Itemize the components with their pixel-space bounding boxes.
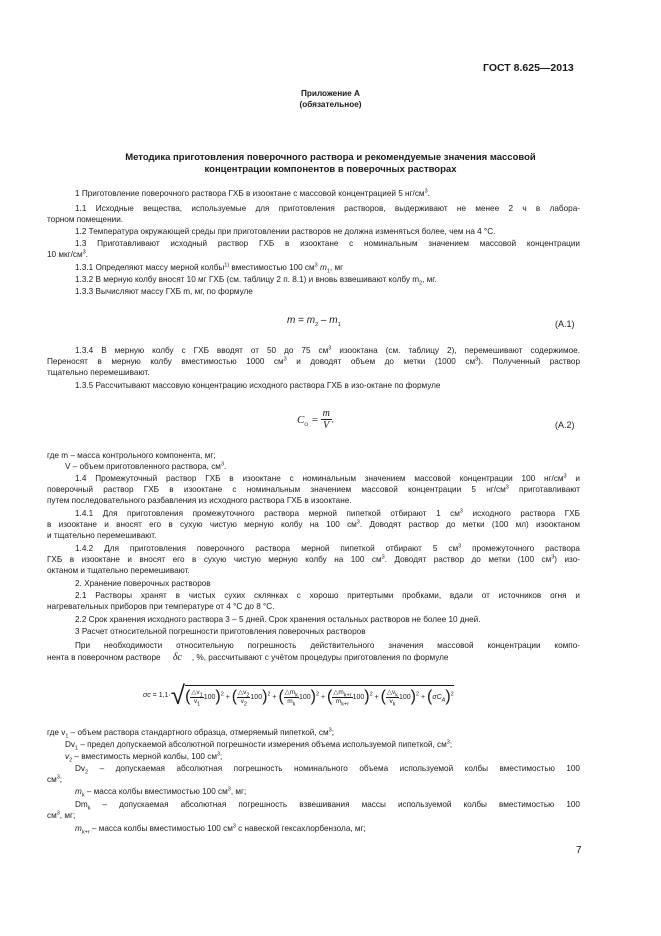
where-v: V – объем приготовленного раствора, $см^3$. bbox=[65, 461, 227, 471]
doc-title-line2: концентрации компонентов в поверочных растворах bbox=[204, 164, 457, 175]
para-1-3-1: 1.3.1 Определяют массу мерной колбы$^{1)}$ вместимостью 100 $см^3$ $m_1$, мг bbox=[75, 262, 344, 275]
para-1-4a: 1.4 Промежуточный раствор ГХБ в изооктане с номинальным значением массовой концентрации 100 $нг/см^3$ и bbox=[75, 473, 580, 483]
para-1-1b: торном помещении. bbox=[47, 215, 124, 224]
equation-a2-label: (А.2) bbox=[555, 420, 575, 430]
para-1-3b: 10 мкг/$см^3$. bbox=[47, 249, 88, 259]
where-dv2a: $Dv_2$ – допускаемая абсолютная погрешность номинального объема используемой колбы вместимостью 100 bbox=[75, 764, 580, 776]
equation-a3: σc = 1,1·√( $\frac{\triangle v_1}{v_1}$ 100)$^2$ + ( $\frac{\triangle v_2}{v_2}$ 100)$^2$ + ( $\frac{\triangle m_k}{m_k}$ 100)$^2$ + ( $\frac{\triangle m_{k+r}}{m_{k+r}}$ 100)$^2$ + ( $\frac{\triangle v_k}{v_k}$ $100)^2 + (\sigma C_A)^2$ bbox=[143, 680, 454, 710]
para-1-3-3: 1.3.3 Вычисляют массу ГХБ m, мг, по формуле bbox=[75, 287, 253, 296]
para-1-4b: поверочный раствор ГХБ в изооктане с номинальным значением массовой концентрации 5 $нг/см^3$ приготавливают bbox=[47, 484, 580, 494]
where-v2: $v_2$ – вместимость мерной колбы, 100 $см^3$; bbox=[65, 751, 223, 764]
doc-title-line1: Методика приготовления поверочного раствора и рекомендуемые значения массовой bbox=[125, 152, 536, 163]
para-2-1b: нагревательных приборов при температуре от 4 °С до 8 °С. bbox=[47, 602, 275, 611]
para-1-3-2: 1.3.2 В мерную колбу вносят 10 мг ГХБ (см. таблицу 2 п. 8.1) и вновь взвешивают колбу $m_2$, мг. bbox=[75, 275, 437, 287]
standard-header: ГОСТ 8.625—2013 bbox=[483, 62, 574, 74]
para-2-1a: 2.1 Растворы хранят в чистых сухих склянках с хорошо притертыми пробками, вдали от источников огня и bbox=[75, 591, 580, 600]
equation-a1-label: (А.1) bbox=[555, 319, 575, 329]
para-1-4-1b: в изооктане и вносят его в сухую чистую мерную колбу на 100 $см^3$. Доводят раствор до метки (100 мл) изооктаном bbox=[47, 519, 580, 529]
where-m: где m – масса контрольного компонента, мг; bbox=[47, 451, 216, 460]
where-mk: $m_k$ – масса колбы вместимостью 100 $см^3$, мг; bbox=[75, 786, 247, 799]
para-1-3-5: 1.3.5 Рассчитывают массовую концентрацию исходного раствора ГХБ в изо-октане по формуле bbox=[75, 381, 441, 390]
para-1-4-1c: и тщательно перемешивают. bbox=[47, 531, 157, 540]
appendix-title: Приложение А bbox=[301, 89, 360, 98]
para-1: 1 Приготовление поверочного раствора ГХБ в изооктане с массовой концентрацией 5 $нг/см^3$. bbox=[75, 188, 430, 198]
para-1-4-2a: 1.4.2 Для приготовления поверочного раствора мерной пипеткой отбирают 5 $см^3$ промежуточного раствора bbox=[75, 543, 580, 553]
where-mkr: $m_{k+r}$ – масса колбы вместимостью 100 $см^3$ с навеской гексахлорбензола, мг; bbox=[75, 823, 366, 836]
para-1-3-4c: тщательно перемешивают. bbox=[47, 368, 150, 377]
where-dv1: $Dv_1$ – предел допускаемой абсолютной погрешности измерения объема используемой пипеткой, $см^3$; bbox=[65, 739, 453, 752]
page-number: 7 bbox=[576, 845, 582, 856]
where-dv2b: $см^3$; bbox=[47, 774, 63, 784]
para-3: 3 Расчет относительной погрешности приготовления поверочных растворов bbox=[75, 627, 366, 636]
para-2-2: 2.2 Срок хранения исходного раствора 3 – 5 дней. Срок хранения остальных растворов не более 10 дней. bbox=[75, 615, 481, 624]
equation-a1: $m = m_2 - m_1$ bbox=[287, 315, 341, 328]
para-1-4-2b: ГХБ в изооктане и вносят его в сухую чистую мерную колбу на 100 $см^3$. Доводят раствор до метки (100 $см^3$) изо- bbox=[47, 554, 580, 564]
appendix-status: (обязательное) bbox=[299, 100, 362, 109]
where-dmk-a: $Dm_k$ – допускаемая абсолютная погрешность взвешивания массы используемой колбы вместимостью 100 bbox=[75, 800, 580, 812]
para-3b: нента в поверочном растворе δc , %, рассчитывают с учётом процедуры приготовления по формуле bbox=[47, 652, 449, 663]
para-1-3-4b: Переносят в мерную колбу вместимостью 1000 $см^3$ и доводят объем до метки (1000 $см^3$). Полученный раствор bbox=[47, 356, 581, 366]
para-1-4c: путем последовательного разбавления из исходного раствора ГХБ в изооктане. bbox=[47, 496, 352, 505]
para-1-1a: 1.1 Исходные вещества, используемые для приготовления растворов, выдерживают не менее 2 ч в лабора- bbox=[75, 204, 580, 213]
para-1-4-2c: октаном и тщательно перемешивают. bbox=[47, 566, 190, 575]
para-1-3a: 1.3 Приготавливают исходный раствор ГХБ в изооктане с номинальным значением массовой концентрации bbox=[75, 239, 580, 248]
where-dmk-b: $см^3$, мг; bbox=[47, 810, 76, 820]
equation-a2: $C_O$ = $\frac{m}{V}$ , bbox=[297, 408, 334, 431]
where-v1: где $v_1$ – объем раствора стандартного образца, отмеряемый пипеткой, $см^3$; bbox=[47, 727, 334, 740]
para-3a: При необходимости относительную погрешность действительного значения массовой концентрации компо- bbox=[75, 641, 580, 650]
para-1-3-4a: 1.3.4 В мерную колбу с ГХБ вводят от 50 до 75 $см^3$ изооктана (см. таблицу 2), перемешивают содержимое. bbox=[75, 345, 581, 355]
para-1-2: 1.2 Температура окружающей среды при приготовлении растворов не должна изменяться более, чем на 4 °С. bbox=[75, 227, 496, 236]
para-1-4-1a: 1.4.1 Для приготовления промежуточного раствора мерной пипеткой отбирают 1 $см^3$ исходного раствора ГХБ bbox=[75, 508, 581, 518]
para-2: 2. Хранение поверочных растворов bbox=[75, 579, 211, 588]
